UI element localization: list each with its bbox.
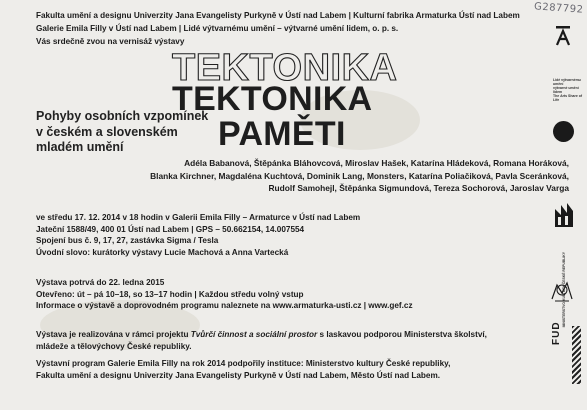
exhibition-subtitle [36, 109, 208, 156]
event-transport: Spojení bus č. 9, 17, 27, zastávka Sigma / Tesla [36, 236, 219, 245]
ministry-education-emblem-icon [549, 279, 575, 303]
intro-line-galleries: Galerie Emila Filly v Ústí nad Labem | Lidé výtvarnému umění – výtvarné umění lidem, o. p. s. [36, 24, 399, 33]
title-solid-line1: TEKTONIKA [172, 80, 373, 118]
exhibition-duration: Výstava potrvá do 22. ledna 2015 [36, 278, 165, 287]
project-name: Tvůrčí činnost a sociální prostor [190, 330, 318, 339]
event-opening-speech: Úvodní slovo: kurátorky výstavy Lucie Machová a Anna Vartecká [36, 247, 289, 257]
subtitle-line: v českém a slovenském [36, 124, 178, 139]
title-solid-line2: PAMĚTI [218, 115, 346, 153]
artist-line: Blanka Kirchner, Magdaléna Kuchtová, Dominik Lang, Monsters, Katarína Poliačiková, Pavla Sceránková, [150, 170, 569, 181]
program-line: Fakulta umění a designu Univerzity Jana Evangelisty Purkyně v Ústí nad Labem, Město Ústí nad Labem. [36, 370, 441, 380]
handwritten-catalog-number: G287792 [533, 1, 584, 16]
opening-hours: Otevřeno: út – pá 10–18, so 13–17 hodin | Každou středu volný vstup [36, 289, 304, 299]
round-logo-icon [553, 121, 574, 142]
support-statement [36, 329, 487, 352]
title-outline: TEKTONIKA [172, 47, 398, 89]
artist-line: Adéla Babanová, Štěpánka Bláhovcová, Miroslav Hašek, Katarína Hládeková, Romana Horáková, [184, 158, 569, 168]
support-line: Výstava je realizována v rámci projektu Tvůrčí činnost a sociální prostor s laskavou podporou Ministerstva školství, [36, 330, 487, 339]
support-line: mládeže a tělovýchovy České republiky. [36, 341, 192, 351]
artist-list [150, 157, 569, 195]
fud-logo: FUD [551, 321, 562, 345]
artist-line: Rudolf Samohejl, Štěpánka Sigmundová, Tereza Sochorová, Jaroslav Varga [268, 183, 569, 193]
intro-line-invitation: Vás srdečně zvou na vernisáž výstavy [36, 37, 185, 46]
subtitle-line: mladém umění [36, 140, 124, 154]
people-art-logo: Lidé výtvarnému umění výtvarné umění lidem The Arts Share of Life [553, 78, 583, 102]
intro-line-organizers: Fakulta umění a designu Univerzity Jana Evangelisty Purkyně v Ústí nad Labem | Kulturní fabrika Armaturka Ústí nad Labem [36, 11, 520, 20]
event-address: Jateční 1588/49, 400 01 Ústí nad Labem | GPS – 50.662154, 14.007554 [36, 224, 305, 234]
web-info: Informace o výstavě a doprovodném programu naleznete na www.armaturka-usti.cz | www.gef.cz [36, 301, 413, 310]
program-support [36, 358, 450, 381]
program-line: Výstavní program Galerie Emila Filly na rok 2014 podpořily instituce: Ministerstvo kultury České republiky, [36, 359, 451, 368]
event-details [36, 212, 360, 258]
ministry-culture-logo: MINISTERSTVO KULTURY ČESKÉ REPUBLIKY [562, 252, 566, 328]
event-date: ve středu 17. 12. 2014 v 18 hodin v Galerii Emila Filly – Armaturce v Ústí nad Labem [36, 213, 361, 222]
gallery-emil-filla-logo-icon [553, 201, 575, 229]
exhibition-info [36, 277, 413, 312]
subtitle-line: Pohyby osobních vzpomínek [36, 109, 209, 123]
armaturka-logo-icon [556, 26, 570, 46]
fud-logo-hatch [572, 326, 581, 384]
